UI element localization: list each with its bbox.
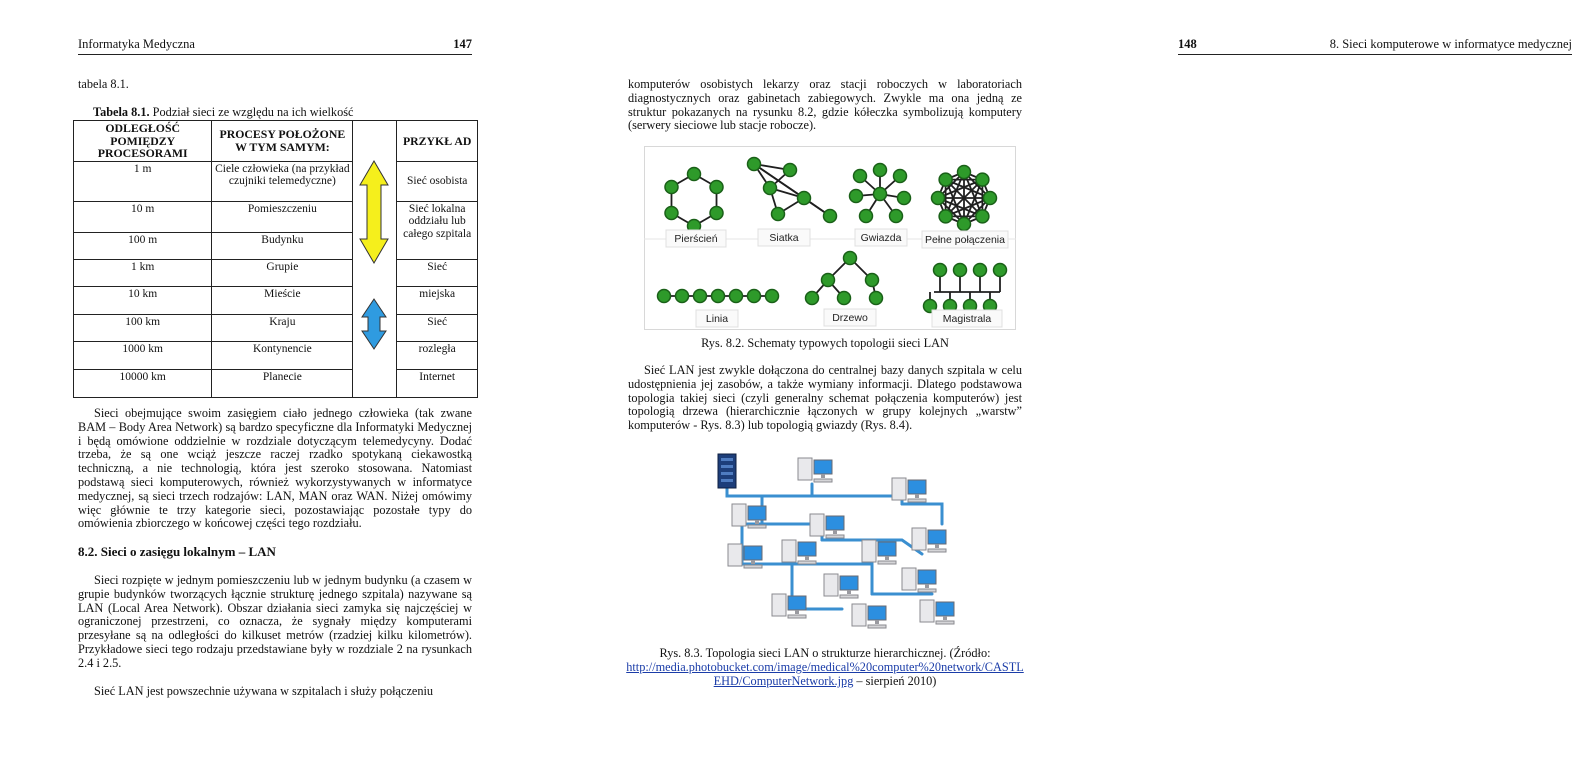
full-node	[976, 173, 989, 186]
table-row-distance: 1000 km	[74, 341, 212, 369]
source-date: – sierpień 2010)	[853, 674, 937, 688]
label-tree: Drzewo	[832, 312, 868, 324]
full-node	[976, 210, 989, 223]
source-link-line-2[interactable]: EHD/ComputerNetwork.jpg	[713, 674, 854, 688]
hierarchical-network-image	[702, 444, 964, 636]
computer-tower	[772, 594, 786, 616]
monitor-stand	[875, 620, 879, 624]
yellow-double-arrow-icon	[360, 161, 388, 263]
network-size-table	[73, 120, 478, 398]
full-node	[984, 192, 997, 205]
table-caption-text: Podział sieci ze względu na ich wielkość	[149, 105, 354, 119]
label-line: Linia	[705, 313, 729, 325]
computer-monitor	[788, 596, 806, 610]
monitor-stand	[847, 590, 851, 594]
mesh-node	[748, 158, 761, 171]
table-row-location: Ciele człowieka (na przykład czujniki telemedyczne)	[212, 161, 353, 201]
tree-node	[806, 292, 819, 305]
computer-tower	[852, 604, 866, 626]
paragraph-lan: Sieci rozpięte w jednym pomieszczeniu lub w jednym budynku (a czasem w grupie budynków tworzących łącznie strukturę jednego szpitala) nazywane są LAN (Local Area Network). Obszar działania sieci zamyka się najczęściej w ograniczonej przestrzeni, co oznacza, że sygnały między komputerami przesyłane są na odległości do kilkuset metrów (rzadziej kilku kilometrów). Przykładowe sieci tego rodzaju przedstawiane były w rozdziale 2 na rysunkach 2.4 i 2.5.	[78, 573, 472, 670]
line-node	[712, 290, 725, 303]
computer-monitor	[908, 480, 926, 494]
computer-tower	[798, 458, 812, 480]
label-star: Gwiazda	[860, 232, 902, 244]
keyboard	[748, 525, 766, 528]
monitor-stand	[833, 530, 837, 534]
table-row-distance: 100 km	[74, 314, 212, 341]
bus-node	[954, 264, 967, 277]
full-node	[958, 218, 971, 231]
label-ring: Pierścień	[674, 233, 718, 245]
table-caption-label: Tabela 8.1.	[93, 105, 150, 119]
keyboard	[840, 595, 858, 598]
keyboard	[814, 479, 832, 482]
line-node	[766, 290, 779, 303]
line-node	[748, 290, 761, 303]
keyboard	[878, 561, 896, 564]
left-page	[0, 0, 550, 781]
bus-node	[994, 264, 1007, 277]
header-example: PRZYKŁ AD	[397, 121, 478, 162]
line-node	[730, 290, 743, 303]
blue-double-arrow-icon	[362, 299, 386, 349]
star-node	[854, 170, 867, 183]
star-node	[874, 164, 887, 177]
right-page-number: 148	[1178, 37, 1197, 51]
tree-node	[866, 274, 879, 287]
computer-tower	[912, 528, 926, 550]
bus-node	[934, 264, 947, 277]
keyboard	[918, 589, 936, 592]
figure-8-3-caption	[620, 646, 1030, 688]
monitor-stand	[935, 544, 939, 548]
full-node	[932, 192, 945, 205]
star-node	[874, 188, 887, 201]
label-mesh: Siatka	[769, 232, 799, 244]
arrows-graphic	[353, 121, 396, 393]
figure-8-3-caption-text: Rys. 8.3. Topologia sieci LAN o strukturze hierarchicznej. (Źródło:	[659, 646, 991, 660]
computer-monitor	[748, 506, 766, 520]
table-row-distance: 10 km	[74, 286, 212, 314]
tree-node	[838, 292, 851, 305]
line-node	[676, 290, 689, 303]
computer-tower	[862, 540, 876, 562]
table-caption	[93, 106, 353, 120]
ring-node	[710, 207, 723, 220]
monitor-stand	[925, 584, 929, 588]
paragraph-lan-continued: komputerów osobistych lekarzy oraz stacji roboczych w laboratoriach diagnostycznych oraz gabinetach zabiegowych. Zwykle ma ona jedną ze struktur pokazanych na rysunku 8.2, gdzie kółeczka symbolizują komputery (serwery sieciowe lub stacje robocze).	[628, 77, 1022, 133]
paragraph-bam: Sieci obejmujące swoim zasięgiem ciało jednego człowieka (tak zwane BAM – Body Area Network) są bardzo specyficzne dla Informatyki Medycznej i będą omówione oddzielnie w rozdziale dotyczącym telemedycyny. Dodać trzeba, że są one wciąż jeszcze raczej rzadko spotykaną ciekawostką techniczną, a nie technologią, która jest szeroko stosowana. Natomiast podstawą sieci komputerowych, również wykorzystywanych w informatyce medycznej, są sieci trzech rodzajów: LAN, MAN oraz WAN. Niżej omówimy więc głównie te trzy kategorie sieci, pozostawiając pozostałe typy do omówienia zbiorczego w końcowej części tego rozdziału.	[78, 406, 472, 531]
keyboard	[788, 615, 806, 618]
topology-diagram	[644, 146, 1016, 330]
table-row-distance: 10000 km	[74, 369, 212, 397]
computer-tower	[728, 544, 742, 566]
full-node	[958, 166, 971, 179]
left-page-number: 147	[453, 37, 472, 51]
server-slot	[721, 472, 733, 475]
computer-monitor	[798, 542, 816, 556]
example-metro-2: miejska	[397, 286, 478, 314]
table-row-location: Kraju	[212, 314, 353, 341]
label-full: Pełne połączenia	[925, 234, 1005, 246]
monitor-stand	[805, 556, 809, 560]
example-metro-1: Sieć	[397, 259, 478, 286]
right-page	[550, 0, 1572, 781]
server-slot	[721, 465, 733, 468]
monitor-stand	[915, 494, 919, 498]
table-row-location: Planecie	[212, 369, 353, 397]
monitor-stand	[885, 556, 889, 560]
full-node	[939, 210, 952, 223]
monitor-stand	[821, 474, 825, 478]
star-node	[850, 190, 863, 203]
figure-8-2-caption: Rys. 8.2. Schematy typowych topologii sieci LAN	[701, 336, 949, 350]
computer-monitor	[840, 576, 858, 590]
mesh-node	[824, 210, 837, 223]
mesh-node	[798, 192, 811, 205]
tree-node	[822, 274, 835, 287]
monitor-stand	[943, 616, 947, 620]
table-row-distance: 1 km	[74, 259, 212, 286]
paragraph-topology: Sieć LAN jest zwykle dołączona do centralnej bazy danych szpitala w celu udostępnienia jej zasobów, a także wymiany informacji. Dlatego podstawowa topologia takiej sieci (czyli generalny schemat połączenia komputerów) jest topologią drzewa (hierarchicznie łączonych w grupy kolejnych „warstw” komputerów - Rys. 8.3) lub topologią gwiazdy (Rys. 8.4).	[628, 363, 1022, 433]
mesh-node	[764, 182, 777, 195]
ring-node	[665, 207, 678, 220]
example-local: Sieć lokalna oddziału lub całego szpitala	[397, 201, 478, 259]
table-row-location: Budynku	[212, 232, 353, 259]
line-node	[658, 290, 671, 303]
example-wide-1: Sieć	[397, 314, 478, 341]
computer-monitor	[814, 460, 832, 474]
table-row-distance: 1 m	[74, 161, 212, 201]
line-node	[694, 290, 707, 303]
right-page-header	[1178, 38, 1572, 55]
intro-text: tabela 8.1.	[78, 77, 129, 91]
star-node	[894, 170, 907, 183]
server-slot	[721, 458, 733, 461]
keyboard	[826, 535, 844, 538]
ring-node	[665, 181, 678, 194]
ring-node	[710, 181, 723, 194]
right-header-title: 8. Sieci komputerowe w informatyce medycznej	[1329, 37, 1572, 51]
table-row-location: Mieście	[212, 286, 353, 314]
example-internet: Internet	[397, 369, 478, 397]
star-node	[860, 210, 873, 223]
left-header-title: Informatyka Medyczna	[78, 37, 195, 51]
source-link-line-1[interactable]: http://media.photobucket.com/image/medical%20computer%20network/CASTL	[626, 660, 1024, 674]
mesh-node	[784, 164, 797, 177]
computer-monitor	[878, 542, 896, 556]
computer-tower	[810, 514, 824, 536]
star-node	[898, 192, 911, 205]
example-personal: Sieć osobista	[397, 161, 478, 201]
mesh-node	[772, 208, 785, 221]
tree-node	[844, 252, 857, 265]
computer-tower	[824, 574, 838, 596]
computer-monitor	[928, 530, 946, 544]
keyboard	[798, 561, 816, 564]
computer-monitor	[936, 602, 954, 616]
computer-monitor	[826, 516, 844, 530]
table-row-distance: 100 m	[74, 232, 212, 259]
monitor-stand	[755, 520, 759, 524]
computer-tower	[782, 540, 796, 562]
keyboard	[928, 549, 946, 552]
keyboard	[744, 565, 762, 568]
server-icon	[718, 454, 736, 488]
computer-monitor	[744, 546, 762, 560]
header-location: PROCESY POŁOŻONE W TYM SAMYM:	[212, 121, 353, 162]
example-wide-2: rozległa	[397, 341, 478, 369]
header-distance: ODLEGŁOŚĆ POMIĘDZY PROCESORAMI	[74, 121, 212, 162]
star-node	[890, 210, 903, 223]
section-heading: 8.2. Sieci o zasięgu lokalnym – LAN	[78, 544, 276, 559]
left-page-header	[78, 38, 472, 55]
computer-tower	[892, 478, 906, 500]
full-node	[939, 173, 952, 186]
table-row-location: Kontynencie	[212, 341, 353, 369]
server-slot	[721, 479, 733, 482]
keyboard	[908, 499, 926, 502]
computer-tower	[902, 568, 916, 590]
monitor-stand	[751, 560, 755, 564]
paragraph-lan-usage: Sieć LAN jest powszechnie używana w szpitalach i służy połączeniu	[94, 684, 434, 698]
computer-monitor	[918, 570, 936, 584]
monitor-stand	[795, 610, 799, 614]
arrows-column	[353, 121, 397, 398]
tree-node	[870, 292, 883, 305]
table-row-distance: 10 m	[74, 201, 212, 232]
keyboard	[868, 625, 886, 628]
computer-monitor	[868, 606, 886, 620]
table-row-location: Pomieszczeniu	[212, 201, 353, 232]
computer-tower	[920, 600, 934, 622]
keyboard	[936, 621, 954, 624]
label-bus: Magistrala	[942, 313, 992, 325]
ring-node	[688, 168, 701, 181]
table-row-location: Grupie	[212, 259, 353, 286]
bus-node	[974, 264, 987, 277]
computer-tower	[732, 504, 746, 526]
